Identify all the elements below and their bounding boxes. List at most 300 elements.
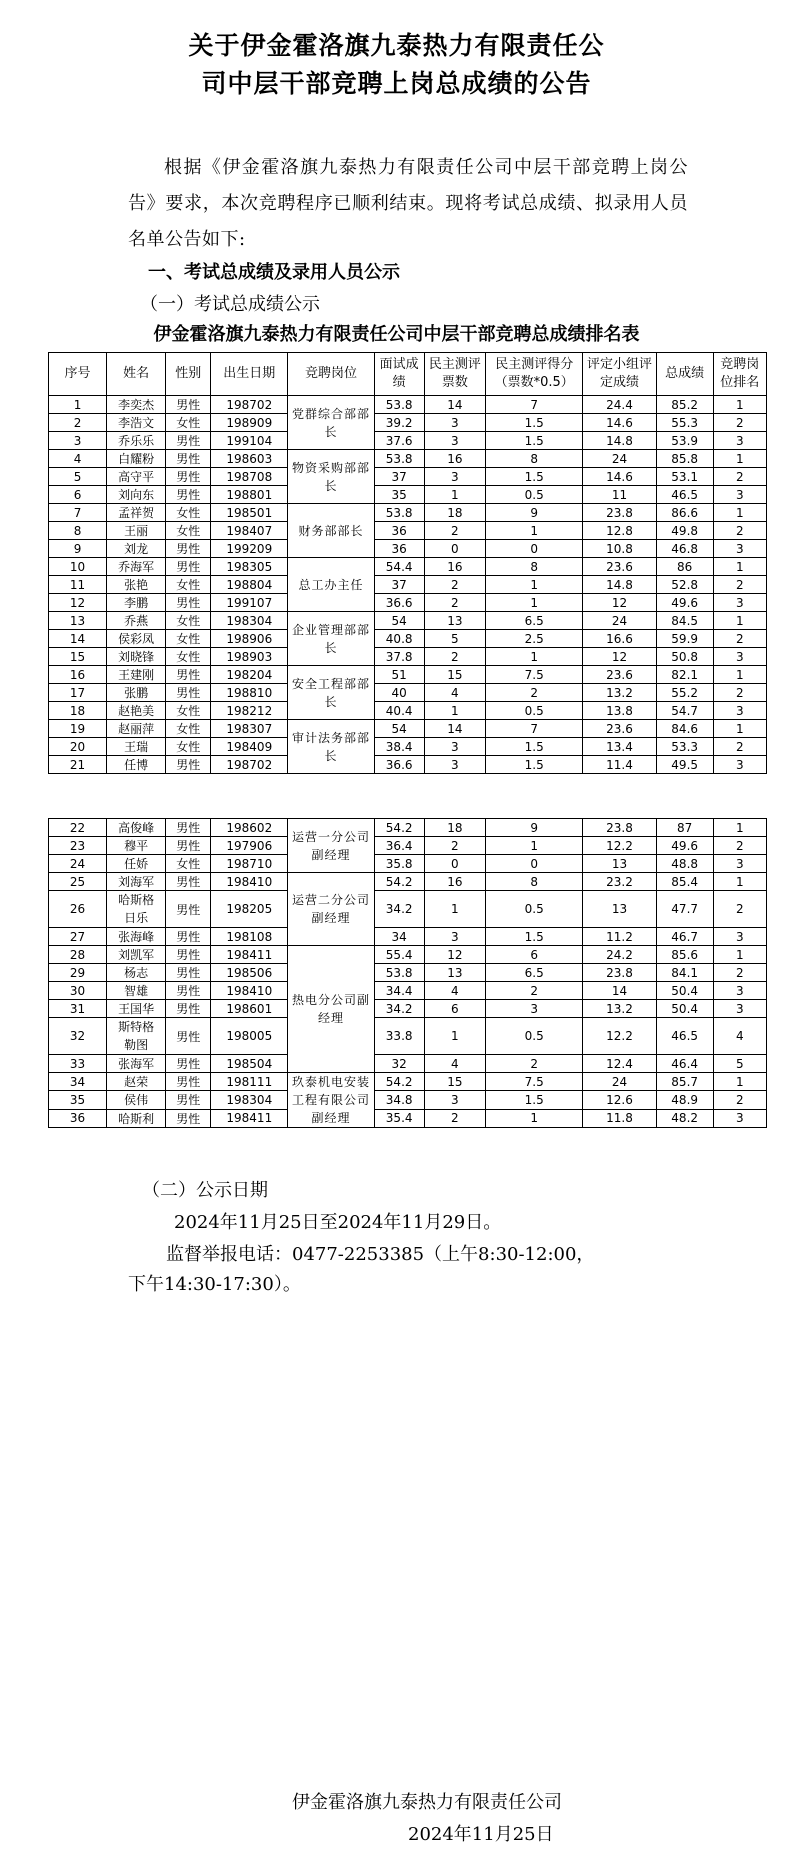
- table-cell: 12.6: [583, 1091, 656, 1109]
- table-cell: 3: [713, 1000, 766, 1018]
- table-cell: 男性: [166, 468, 211, 486]
- table-cell: 198307: [211, 720, 288, 738]
- table-cell: 55.3: [656, 414, 713, 432]
- table-cell: 198410: [211, 873, 288, 891]
- table-cell: 男性: [166, 873, 211, 891]
- column-header: 姓名: [107, 353, 166, 396]
- table-cell: 12: [424, 946, 486, 964]
- table-row: [49, 648, 767, 666]
- table-cell: 王国华: [107, 1000, 166, 1018]
- table-cell: 53.1: [656, 468, 713, 486]
- table-cell: 198702: [211, 756, 288, 774]
- table-cell: 23.8: [583, 819, 656, 837]
- table-cell: 13: [583, 855, 656, 873]
- table-cell: 男性: [166, 891, 211, 928]
- table-cell: 4: [49, 450, 107, 468]
- table-cell: 8: [486, 873, 583, 891]
- table-cell: 刘凯军: [107, 946, 166, 964]
- table-cell: 18: [49, 702, 107, 720]
- table-cell: 23: [49, 837, 107, 855]
- table-row: [49, 1055, 767, 1073]
- table-cell: 40.8: [374, 630, 424, 648]
- job-position-cell: 党群综合部部长: [288, 396, 374, 450]
- table-cell: 刘晓锋: [107, 648, 166, 666]
- table-cell: 198506: [211, 964, 288, 982]
- table-cell: 女性: [166, 855, 211, 873]
- table-cell: 36: [374, 522, 424, 540]
- table-cell: 3: [713, 855, 766, 873]
- table-cell: 0.5: [486, 1018, 583, 1055]
- table-row: [49, 576, 767, 594]
- table-cell: 孟祥贺: [107, 504, 166, 522]
- table-cell: 26: [49, 891, 107, 928]
- table-cell: 女性: [166, 720, 211, 738]
- section-heading: 一、考试总成绩及录用人员公示: [148, 262, 400, 283]
- table-cell: 3: [713, 928, 766, 946]
- table-cell: 11: [583, 486, 656, 504]
- table-cell: 2.5: [486, 630, 583, 648]
- table-cell: 男性: [166, 964, 211, 982]
- hotline-line1: 监督举报电话：0477-2253385（上午8:30-12:00，: [166, 1244, 595, 1265]
- table-cell: 2: [424, 522, 486, 540]
- table-cell: 35: [374, 486, 424, 504]
- table-row: [49, 964, 767, 982]
- column-header: 序号: [49, 353, 107, 396]
- table-cell: 9: [49, 540, 107, 558]
- table-cell: 32: [374, 1055, 424, 1073]
- table-cell: 198205: [211, 891, 288, 928]
- table-cell: 14: [583, 982, 656, 1000]
- table-cell: 198410: [211, 982, 288, 1000]
- table-cell: 1.5: [486, 432, 583, 450]
- table-row: [49, 468, 767, 486]
- table-cell: 50.4: [656, 1000, 713, 1018]
- job-position-cell: 运营二分公司副经理: [288, 873, 374, 946]
- table-cell: 17: [49, 684, 107, 702]
- table-cell: 28: [49, 946, 107, 964]
- table-cell: 杨志: [107, 964, 166, 982]
- job-position-cell: 审计法务部部长: [288, 720, 374, 774]
- table-cell: 1: [713, 558, 766, 576]
- table-cell: 1: [486, 1109, 583, 1127]
- table-cell: 198708: [211, 468, 288, 486]
- table-cell: 8: [486, 558, 583, 576]
- table-cell: 女性: [166, 738, 211, 756]
- table-cell: 2: [713, 468, 766, 486]
- table-cell: 3: [713, 486, 766, 504]
- table-cell: 21: [49, 756, 107, 774]
- table-cell: 49.5: [656, 756, 713, 774]
- job-position-cell: 财务部部长: [288, 504, 374, 558]
- table-cell: 49.6: [656, 594, 713, 612]
- table-cell: 2: [486, 982, 583, 1000]
- table-cell: 5: [49, 468, 107, 486]
- table-cell: 0: [424, 540, 486, 558]
- job-position-cell: 热电分公司副经理: [288, 946, 374, 1073]
- table-cell: 男性: [166, 1018, 211, 1055]
- table-cell: 12.2: [583, 1018, 656, 1055]
- subsection-heading-2: （二）公示日期: [142, 1180, 268, 1201]
- table-cell: 11.8: [583, 1109, 656, 1127]
- table-cell: 男性: [166, 684, 211, 702]
- table-cell: 4: [713, 1018, 766, 1055]
- table-cell: 82.1: [656, 666, 713, 684]
- table-cell: 2: [424, 594, 486, 612]
- table-cell: 84.6: [656, 720, 713, 738]
- table-row: [49, 702, 767, 720]
- column-header: 出生日期: [211, 353, 288, 396]
- table-cell: 2: [713, 891, 766, 928]
- table-cell: 刘龙: [107, 540, 166, 558]
- table-cell: 0.5: [486, 486, 583, 504]
- table-cell: 15: [424, 666, 486, 684]
- table-cell: 男性: [166, 946, 211, 964]
- job-position-cell: 安全工程部部长: [288, 666, 374, 720]
- table-cell: 1.5: [486, 414, 583, 432]
- table-cell: 11: [49, 576, 107, 594]
- table-cell: 24: [583, 612, 656, 630]
- table-cell: 6: [49, 486, 107, 504]
- table-cell: 高守平: [107, 468, 166, 486]
- table-cell: 13.8: [583, 702, 656, 720]
- table-cell: 0.5: [486, 702, 583, 720]
- table-title: 伊金霍洛旗九泰热力有限责任公司中层干部竞聘总成绩排名表: [153, 324, 640, 345]
- table-cell: 王建刚: [107, 666, 166, 684]
- table-cell: 199209: [211, 540, 288, 558]
- table-cell: 34: [49, 1073, 107, 1091]
- table-row: [49, 928, 767, 946]
- table-cell: 16: [424, 450, 486, 468]
- table-cell: 23.6: [583, 558, 656, 576]
- table-cell: 5: [424, 630, 486, 648]
- table-cell: 李鹏: [107, 594, 166, 612]
- table-cell: 白耀粉: [107, 450, 166, 468]
- table-cell: 24: [583, 1073, 656, 1091]
- table-cell: 1.5: [486, 468, 583, 486]
- table-cell: 0: [486, 855, 583, 873]
- table-cell: 198304: [211, 612, 288, 630]
- table-cell: 4: [424, 684, 486, 702]
- table-cell: 85.2: [656, 396, 713, 414]
- table-cell: 31: [49, 1000, 107, 1018]
- table-row: [49, 837, 767, 855]
- table-cell: 2: [713, 738, 766, 756]
- table-cell: 54: [374, 720, 424, 738]
- table-cell: 54: [374, 612, 424, 630]
- table-cell: 3: [424, 1091, 486, 1109]
- table-cell: 2: [486, 684, 583, 702]
- table-cell: 乔燕: [107, 612, 166, 630]
- table-cell: 张海军: [107, 1055, 166, 1073]
- table-cell: 24: [49, 855, 107, 873]
- table-cell: 男性: [166, 819, 211, 837]
- table-cell: 3: [713, 982, 766, 1000]
- table-cell: 13: [49, 612, 107, 630]
- table-cell: 1: [713, 720, 766, 738]
- table-cell: 哈斯格日乐: [107, 891, 166, 928]
- table-row: [49, 1018, 767, 1055]
- table-cell: 59.9: [656, 630, 713, 648]
- table-cell: 0: [486, 540, 583, 558]
- table-cell: 19: [49, 720, 107, 738]
- table-row: [49, 1073, 767, 1091]
- table-cell: 198602: [211, 819, 288, 837]
- table-cell: 3: [424, 738, 486, 756]
- table-cell: 女性: [166, 522, 211, 540]
- table-cell: 39.2: [374, 414, 424, 432]
- table-cell: 46.5: [656, 486, 713, 504]
- table-row: [49, 873, 767, 891]
- table-cell: 48.9: [656, 1091, 713, 1109]
- table-cell: 46.5: [656, 1018, 713, 1055]
- table-cell: 24.4: [583, 396, 656, 414]
- table-cell: 54.2: [374, 873, 424, 891]
- table-cell: 14.8: [583, 576, 656, 594]
- table-row: [49, 486, 767, 504]
- table-cell: 男性: [166, 1073, 211, 1091]
- table-cell: 2: [713, 414, 766, 432]
- table-cell: 34: [374, 928, 424, 946]
- table-cell: 2: [49, 414, 107, 432]
- table-cell: 33.8: [374, 1018, 424, 1055]
- table-cell: 6.5: [486, 964, 583, 982]
- table-cell: 198409: [211, 738, 288, 756]
- table-cell: 6.5: [486, 612, 583, 630]
- table-cell: 1.5: [486, 738, 583, 756]
- job-position-cell: 运营一分公司副经理: [288, 819, 374, 873]
- table-cell: 198601: [211, 1000, 288, 1018]
- table-cell: 男性: [166, 837, 211, 855]
- table-row: [49, 1109, 767, 1127]
- table-cell: 男性: [166, 486, 211, 504]
- table-cell: 47.7: [656, 891, 713, 928]
- table-cell: 12: [583, 648, 656, 666]
- table-row: [49, 946, 767, 964]
- table-cell: 54.7: [656, 702, 713, 720]
- table-cell: 3: [713, 432, 766, 450]
- table-cell: 乔乐乐: [107, 432, 166, 450]
- table-cell: 53.9: [656, 432, 713, 450]
- table-cell: 3: [424, 468, 486, 486]
- table-cell: 任娇: [107, 855, 166, 873]
- table-cell: 12.2: [583, 837, 656, 855]
- table-cell: 1: [424, 486, 486, 504]
- table-row: [49, 720, 767, 738]
- table-cell: 14: [424, 396, 486, 414]
- table-row: [49, 819, 767, 837]
- table-cell: 16: [49, 666, 107, 684]
- table-cell: 13: [424, 964, 486, 982]
- table-cell: 198212: [211, 702, 288, 720]
- table-cell: 48.8: [656, 855, 713, 873]
- doc-title-line1: 关于伊金霍洛旗九泰热力有限责任公: [188, 31, 605, 60]
- table-cell: 1: [713, 666, 766, 684]
- table-cell: 斯特格勒图: [107, 1018, 166, 1055]
- job-position-cell: 物资采购部部长: [288, 450, 374, 504]
- table-cell: 34.2: [374, 891, 424, 928]
- table-cell: 36.6: [374, 594, 424, 612]
- table-cell: 侯伟: [107, 1091, 166, 1109]
- table-cell: 55.2: [656, 684, 713, 702]
- table-cell: 198407: [211, 522, 288, 540]
- table-cell: 男性: [166, 1055, 211, 1073]
- table-cell: 32: [49, 1018, 107, 1055]
- table-cell: 16: [424, 558, 486, 576]
- column-header: 评定小组评定成绩: [583, 353, 656, 396]
- table-cell: 24.2: [583, 946, 656, 964]
- table-cell: 85.6: [656, 946, 713, 964]
- table-cell: 36.6: [374, 756, 424, 774]
- table-cell: 86: [656, 558, 713, 576]
- table-cell: 199104: [211, 432, 288, 450]
- table-cell: 女性: [166, 648, 211, 666]
- column-header: 民主测评得分（票数*0.5）: [486, 353, 583, 396]
- table-cell: 35.4: [374, 1109, 424, 1127]
- table-cell: 女性: [166, 612, 211, 630]
- publicity-period: 2024年11月25日至2024年11月29日。: [174, 1212, 502, 1233]
- table-cell: 1: [713, 612, 766, 630]
- table-cell: 7.5: [486, 1073, 583, 1091]
- table-cell: 0: [424, 855, 486, 873]
- table-cell: 1.5: [486, 928, 583, 946]
- table-cell: 13: [583, 891, 656, 928]
- table-cell: 4: [424, 982, 486, 1000]
- table-cell: 2: [713, 684, 766, 702]
- table-cell: 49.6: [656, 837, 713, 855]
- table-cell: 张艳: [107, 576, 166, 594]
- table-row: [49, 540, 767, 558]
- table-row: [49, 684, 767, 702]
- table-cell: 1: [486, 837, 583, 855]
- table-cell: 男性: [166, 1091, 211, 1109]
- table-cell: 1: [424, 702, 486, 720]
- table-cell: 2: [713, 1091, 766, 1109]
- table-row: [49, 432, 767, 450]
- table-cell: 3: [713, 1109, 766, 1127]
- table-cell: 2: [424, 1109, 486, 1127]
- table-cell: 34.8: [374, 1091, 424, 1109]
- hotline-line2: 下午14:30-17:30）。: [128, 1274, 301, 1295]
- table-cell: 1: [713, 504, 766, 522]
- table-row: [49, 630, 767, 648]
- table-cell: 13.2: [583, 1000, 656, 1018]
- table-cell: 35: [49, 1091, 107, 1109]
- table-cell: 13.2: [583, 684, 656, 702]
- doc-title-line2: 司中层干部竞聘上岗总成绩的公告: [201, 69, 592, 98]
- table-cell: 13.4: [583, 738, 656, 756]
- table-cell: 7: [486, 720, 583, 738]
- table-cell: 85.7: [656, 1073, 713, 1091]
- table-row: [49, 982, 767, 1000]
- table-cell: 3: [713, 702, 766, 720]
- signer: 伊金霍洛旗九泰热力有限责任公司: [292, 1792, 562, 1813]
- table-cell: 18: [424, 819, 486, 837]
- table-cell: 男性: [166, 666, 211, 684]
- table-cell: 男性: [166, 928, 211, 946]
- table-cell: 张海峰: [107, 928, 166, 946]
- table-cell: 女性: [166, 630, 211, 648]
- table-cell: 女性: [166, 414, 211, 432]
- table-cell: 54.2: [374, 1073, 424, 1091]
- table-cell: 22: [49, 819, 107, 837]
- table-cell: 男性: [166, 594, 211, 612]
- table-cell: 12.8: [583, 522, 656, 540]
- table-cell: 49.8: [656, 522, 713, 540]
- table-cell: 3: [713, 648, 766, 666]
- table-cell: 23.6: [583, 666, 656, 684]
- table-cell: 2: [713, 576, 766, 594]
- table-cell: 3: [424, 414, 486, 432]
- table-cell: 37: [374, 576, 424, 594]
- table-cell: 1: [713, 946, 766, 964]
- table-cell: 30: [49, 982, 107, 1000]
- table-cell: 199107: [211, 594, 288, 612]
- table-cell: 23.8: [583, 964, 656, 982]
- table-cell: 198906: [211, 630, 288, 648]
- table-cell: 18: [424, 504, 486, 522]
- table-cell: 男性: [166, 558, 211, 576]
- table-cell: 3: [424, 756, 486, 774]
- table-cell: 4: [424, 1055, 486, 1073]
- table-cell: 男性: [166, 982, 211, 1000]
- table-cell: 197906: [211, 837, 288, 855]
- table-cell: 乔海军: [107, 558, 166, 576]
- table-cell: 37.6: [374, 432, 424, 450]
- table-cell: 9: [486, 504, 583, 522]
- table-cell: 男性: [166, 396, 211, 414]
- table-cell: 34.2: [374, 1000, 424, 1018]
- table-cell: 女性: [166, 702, 211, 720]
- table-cell: 3: [713, 594, 766, 612]
- table-cell: 16.6: [583, 630, 656, 648]
- table-row: [49, 558, 767, 576]
- table-cell: 2: [486, 1055, 583, 1073]
- table-cell: 1: [486, 594, 583, 612]
- table-cell: 2: [713, 630, 766, 648]
- table-cell: 3: [49, 432, 107, 450]
- table-row: [49, 1091, 767, 1109]
- table-cell: 46.4: [656, 1055, 713, 1073]
- table-cell: 54.2: [374, 819, 424, 837]
- table-cell: 1: [424, 891, 486, 928]
- table-cell: 6: [486, 946, 583, 964]
- table-cell: 198411: [211, 946, 288, 964]
- table-cell: 14.6: [583, 414, 656, 432]
- table-cell: 3: [424, 432, 486, 450]
- table-cell: 50.4: [656, 982, 713, 1000]
- table-cell: 12: [49, 594, 107, 612]
- table-row: [49, 855, 767, 873]
- column-header: 竞聘岗位: [288, 353, 374, 396]
- score-table-part2: [48, 818, 767, 1128]
- table-row: [49, 891, 767, 928]
- table-cell: 7: [49, 504, 107, 522]
- table-cell: 刘向东: [107, 486, 166, 504]
- table-cell: 40: [374, 684, 424, 702]
- table-cell: 智雄: [107, 982, 166, 1000]
- table-cell: 84.5: [656, 612, 713, 630]
- table-cell: 赵艳美: [107, 702, 166, 720]
- table-cell: 2: [713, 522, 766, 540]
- table-cell: 198111: [211, 1073, 288, 1091]
- table-cell: 40.4: [374, 702, 424, 720]
- table-cell: 王丽: [107, 522, 166, 540]
- subsection-heading-1: （一）考试总成绩公示: [140, 294, 320, 315]
- table-cell: 23.6: [583, 720, 656, 738]
- table-cell: 85.4: [656, 873, 713, 891]
- table-cell: 198710: [211, 855, 288, 873]
- table-cell: 46.8: [656, 540, 713, 558]
